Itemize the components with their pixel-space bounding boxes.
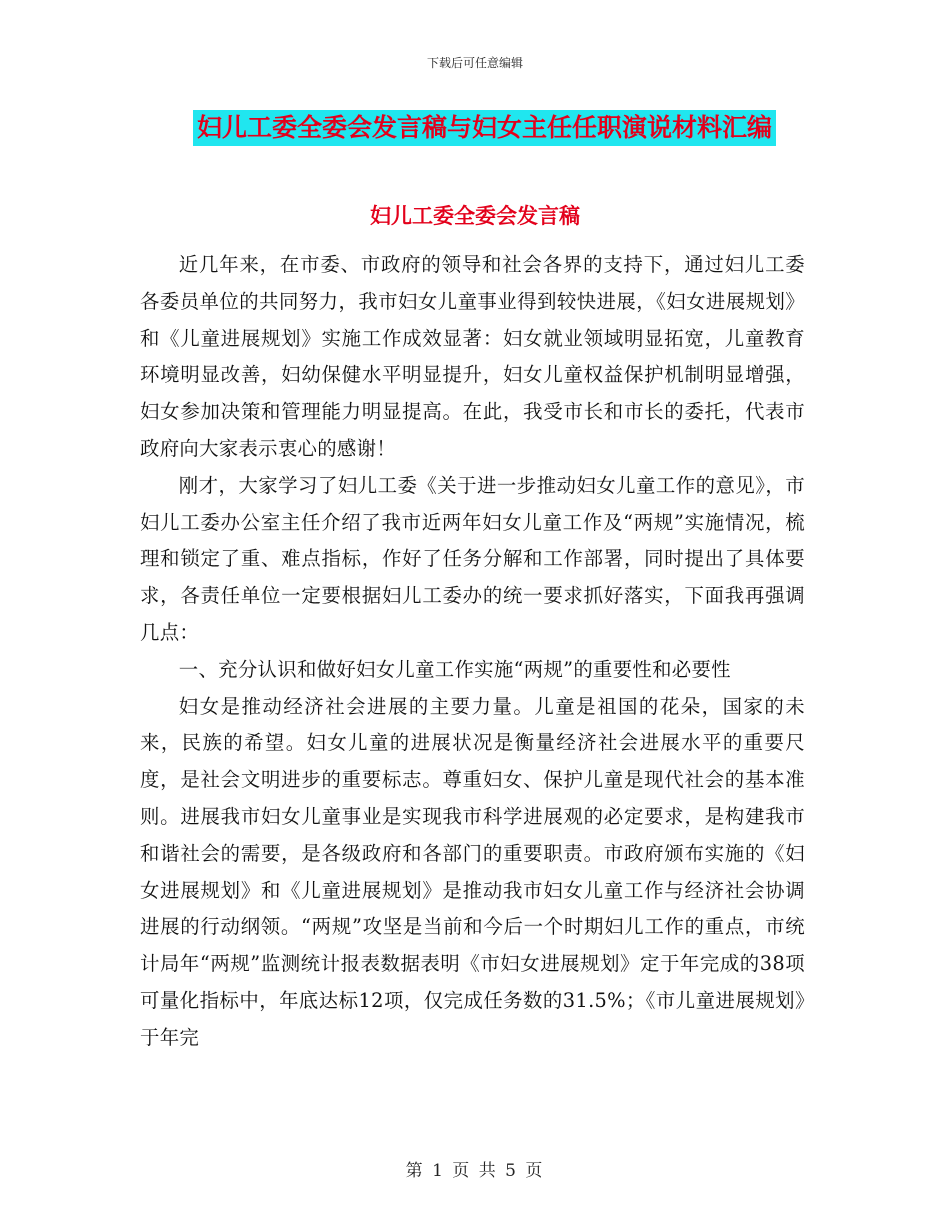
paragraph: 刚才，大家学习了妇儿工委《关于进一步推动妇女儿童工作的意见》，市妇儿工委办公室主任介绍了我市近两年妇女儿童工作及“两规”实施情况，梳理和锁定了重、难点指标，作好了任务分解和工作部署，同时提出了具体要求，各责任单位一定要根据妇儿工委办的统一要求抓好落实，下面我再强调几点： bbox=[140, 473, 805, 644]
document-main-title: 妇儿工委全委会发言稿与妇女主任任职演说材料汇编 bbox=[193, 110, 776, 146]
section-title: 妇儿工委全委会发言稿 bbox=[370, 204, 580, 228]
paragraph: 妇女是推动经济社会进展的主要力量。儿童是祖国的花朵，国家的未来，民族的希望。妇女儿童的进展状况是衡量经济社会进展水平的重要尺度，是社会文明进步的重要标志。尊重妇女、保护儿童是现代社会的基本准则。进展我市妇女儿童事业是实现我市科学进展观的必定要求，是构建我市和谐社会的需要，是各级政府和各部门的重要职责。市政府颁布实施的《妇女进展规划》和《儿童进展规划》是推动我市妇女儿童工作与经济社会协调进展的行动纲领。“两规”攻坚是当前和今后一个时期妇儿工作的重点，市统计局年“两规”监测统计报表数据表明《市妇女进展规划》定于年完成的38项可量化指标中，年底达标12项，仅完成任务数的31.5%；《市儿童进展规划》于年完 bbox=[140, 694, 805, 1049]
paragraph-heading: 一、充分认识和做好妇女儿童工作实施“两规”的重要性和必要性 bbox=[178, 657, 731, 681]
paragraph: 近几年来，在市委、市政府的领导和社会各界的支持下，通过妇儿工委各委员单位的共同努力，我市妇女儿童事业得到较快进展，《妇女进展规划》和《儿童进展规划》实施工作成效显著：妇女就业领域明显拓宽，儿童教育环境明显改善，妇幼保健水平明显提升，妇女儿童权益保护机制明显增强，妇女参加决策和管理能力明显提高。在此，我受市长和市长的委托，代表市政府向大家表示衷心的感谢！ bbox=[140, 253, 805, 460]
page-footer: 第 1 页 共 5 页 bbox=[405, 1161, 545, 1181]
body-text bbox=[140, 247, 805, 1057]
header-note: 下载后可任意编辑 bbox=[426, 56, 523, 70]
